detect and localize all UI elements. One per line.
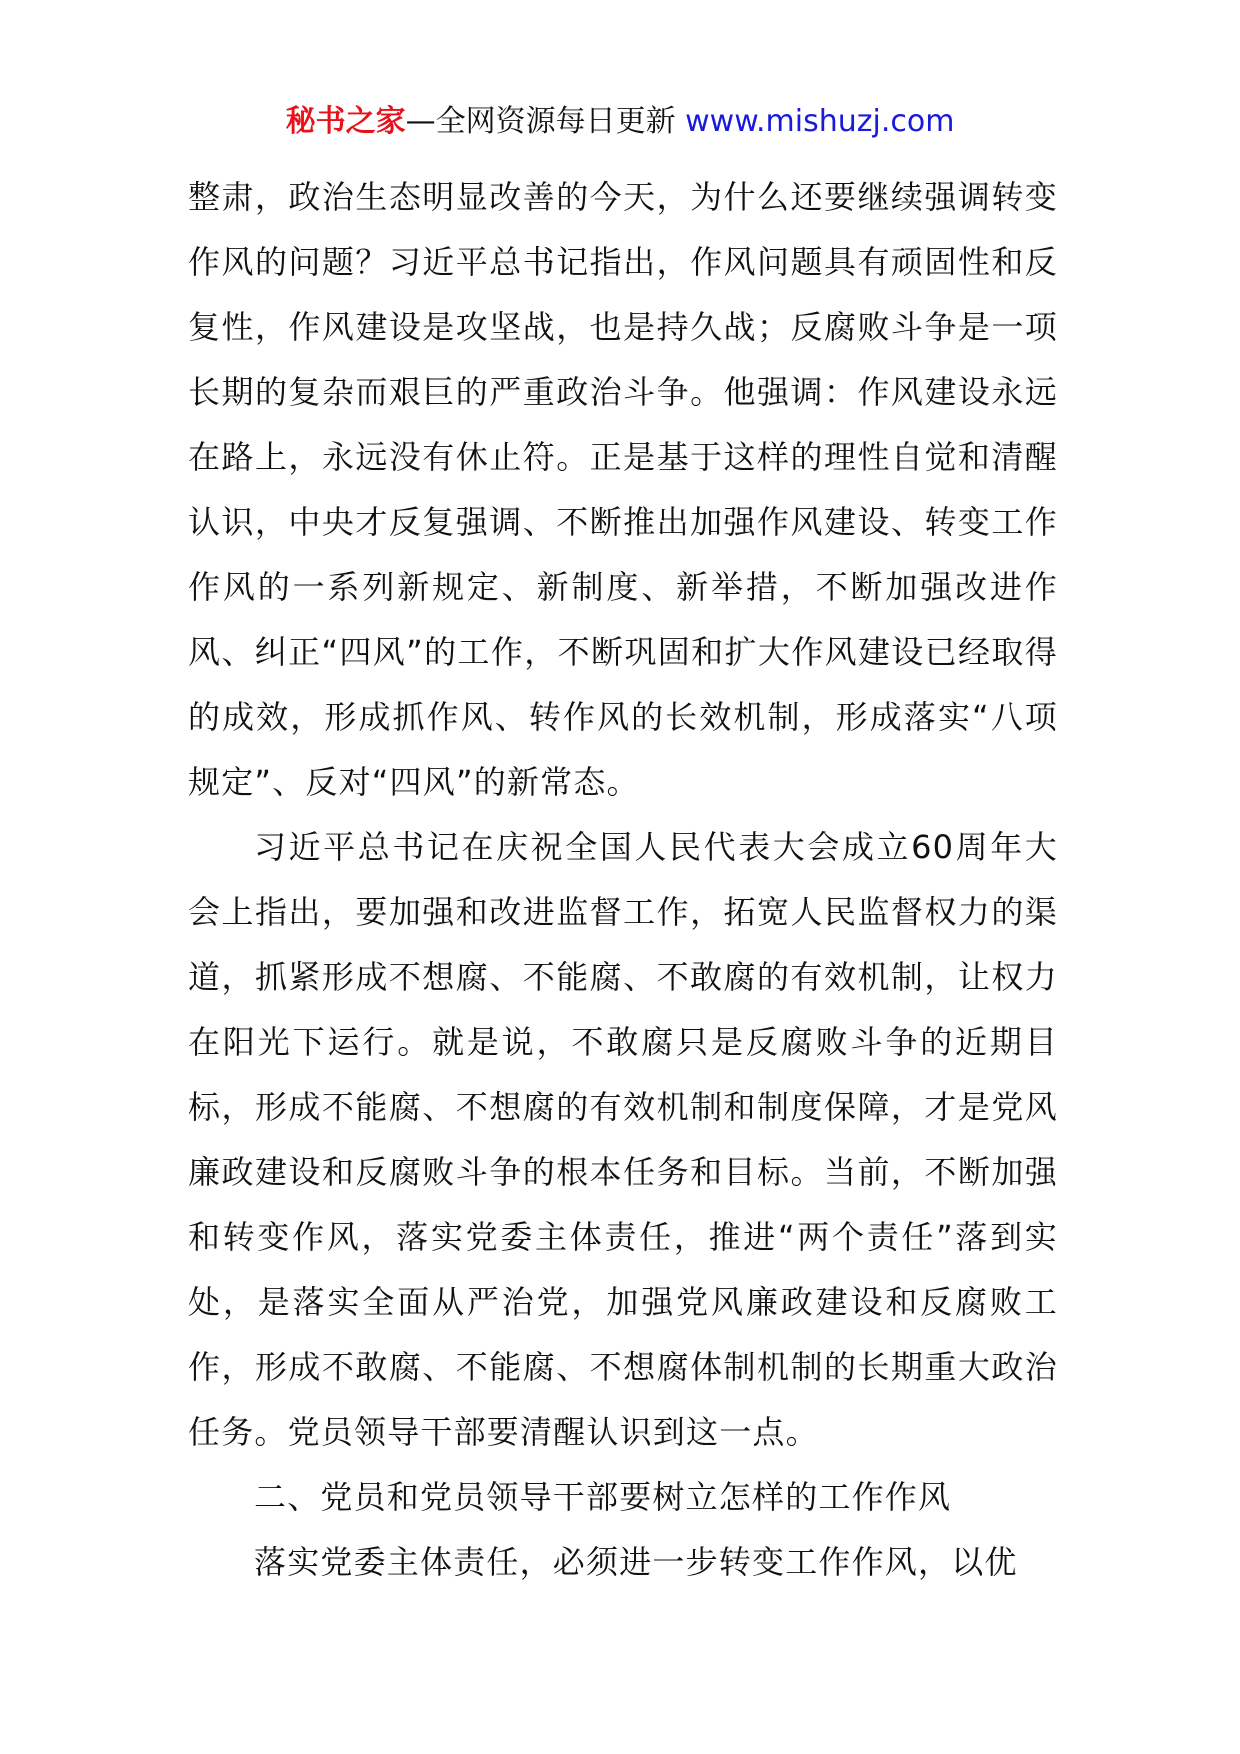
document-body <box>188 165 1058 1595</box>
site-brand: 秘书之家 <box>285 104 406 139</box>
site-slogan: —全网资源每日更新 <box>405 104 676 139</box>
section-heading: 二、党员和党员领导干部要树立怎样的工作作风 <box>254 1478 952 1516</box>
paragraph: 落实党委主体责任，必须进一步转变工作作风，以优 <box>254 1543 1018 1581</box>
site-url-link[interactable]: www.mishuzj.com <box>685 104 955 139</box>
paragraph-continuation: 整肃，政治生态明显改善的今天，为什么还要继续强调转变作风的问题？习近平总书记指出，作风问题具有顽固性和反复性，作风建设是攻坚战，也是持久战；反腐败斗争是一项长期的复杂而艰巨的严重政治斗争。他强调：作风建设永远在路上，永远没有休止符。正是基于这样的理性自觉和清醒认识，中央才反复强调、不断推出加强作风建设、转变工作作风的一系列新规定、新制度、新举措，不断加强改进作风、纠正“四风”的工作，不断巩固和扩大作风建设已经取得的成效，形成抓作风、转作风的长效机制，形成落实“八项规定”、反对“四风”的新常态。 <box>188 178 1058 801</box>
site-header <box>0 102 1240 142</box>
paragraph: 习近平总书记在庆祝全国人民代表大会成立60周年大会上指出，要加强和改进监督工作，拓宽人民监督权力的渠道，抓紧形成不想腐、不能腐、不敢腐的有效机制，让权力在阳光下运行。就是说，不敢腐只是反腐败斗争的近期目标，形成不能腐、不想腐的有效机制和制度保障，才是党风廉政建设和反腐败斗争的根本任务和目标。当前，不断加强和转变作风，落实党委主体责任，推进“两个责任”落到实处，是落实全面从严治党，加强党风廉政建设和反腐败工作，形成不敢腐、不能腐、不想腐体制机制的长期重大政治任务。党员领导干部要清醒认识到这一点。 <box>188 828 1058 1451</box>
